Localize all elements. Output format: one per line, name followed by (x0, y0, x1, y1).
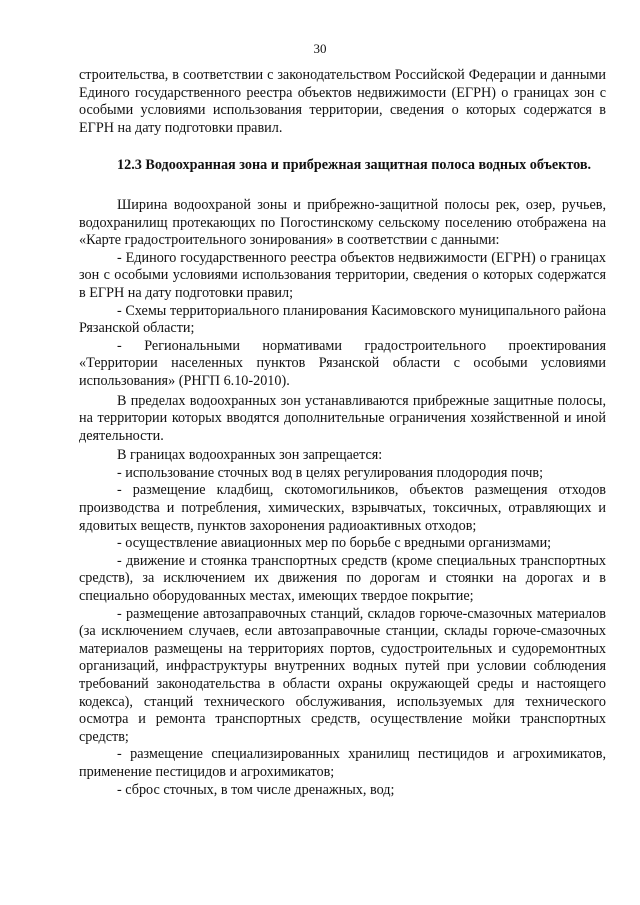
list-item-source: - Региональными нормативами градостроительного проектирования «Территории населенных пунктов Рязанской области с особыми условиями использования» (РНГП 6.10-2010). (79, 337, 606, 389)
list-item-prohibition: - размещение специализированных хранилищ пестицидов и агрохимикатов, применение пестицидов и агрохимикатов; (79, 746, 606, 780)
list-item-prohibition: - осуществление авиационных мер по борьбе с вредными организмами; (117, 535, 552, 552)
list-item-prohibition: - сброс сточных, в том числе дренажных, вод; (117, 781, 395, 798)
paragraph-intro: Ширина водоохраной зоны и прибрежно-защитной полосы рек, озер, ручьев, водохранилищ протекающих по Погостинскому сельскому поселению отображена на «Карте градостроительного зонирования» в соответствии с данными: (79, 196, 606, 249)
list-item-source: - Схемы территориального планирования Касимовского муниципального района Рязанской области; (79, 302, 606, 337)
list-item-prohibition: - размещение автозаправочных станций, складов горюче-смазочных материалов (за исключением случаев, если автозаправочные станции, склады горюче-смазочных материалов размещены на территориях портов, судостроительных и судоремонтных организаций, инфраструктуры внутренних водных путей при условии соблюдения требований законодательства в области охраны окружающей среды и настоящего кодекса), станций технического обслуживания, используемых для технического осмотра и ремонта транспортных средств, осуществление мойки транспортных средств; (79, 605, 606, 745)
paragraph-protection-strips: В пределах водоохранных зон устанавливаются прибрежные защитные полосы, на территории которых вводятся дополнительные ограничения хозяйственной и иной деятельности. (79, 392, 606, 444)
paragraph-prohibited-heading: В границах водоохранных зон запрещается: (117, 447, 383, 464)
page-number: 30 (313, 41, 327, 56)
list-item-prohibition: - размещение кладбищ, скотомогильников, объектов размещения отходов производства и потребления, химических, взрывчатых, токсичных, отравляющих и ядовитых веществ, пунктов захоронения радиоактивных отходов; (79, 482, 606, 534)
list-item-source: - Единого государственного реестра объектов недвижимости (ЕГРН) о границах зон с особыми условиями использования территории, сведения о которых содержатся в ЕГРН на дату подготовки правил; (79, 249, 606, 301)
list-item-prohibition: - использование сточных вод в целях регулирования плодородия почв; (117, 464, 544, 481)
list-item-prohibition: - движение и стоянка транспортных средств (кроме специальных транспортных средств), за исключением их движения по дорогам и стоянки на дорогах и в специально оборудованных местах, имеющих твердое покрытие; (79, 552, 606, 605)
page-body (79, 67, 606, 799)
section-heading: 12.3 Водоохранная зона и прибрежная защитная полоса водных объектов. (117, 157, 592, 174)
paragraph-continuation: строительства, в соответствии с законодательством Российской Федерации и данными Единого государственного реестра объектов недвижимости (ЕГРН) о границах зон с особыми условиями использования территории, сведения о которых содержатся в ЕГРН на дату подготовки правил. (79, 67, 606, 136)
